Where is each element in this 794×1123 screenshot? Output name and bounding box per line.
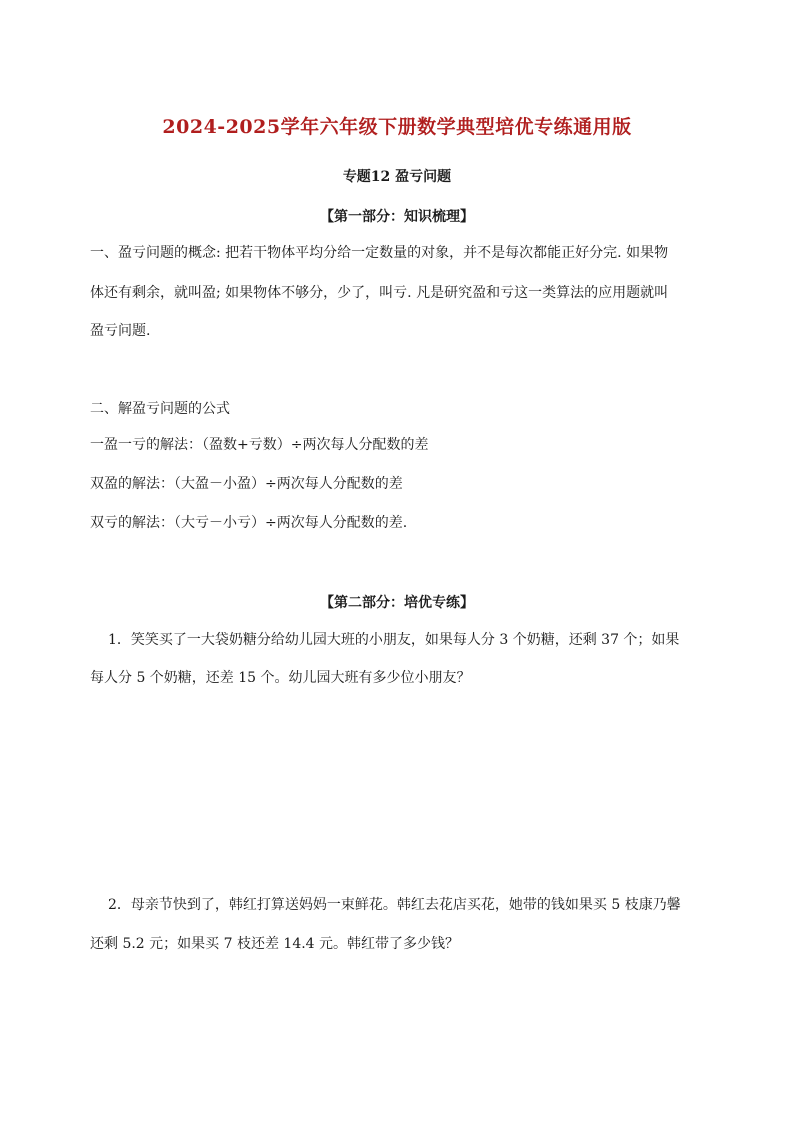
topic-title: 专题12 盈亏问题 — [342, 169, 452, 185]
question-1-line-1: 1．笑笑买了一大袋奶糖分给幼儿园大班的小朋友，如果每人分 3 个奶糖，还剩 37 个；如果 — [108, 632, 680, 648]
formula-line: 双盈的解法：（大盈－小盈）÷两次每人分配数的差 — [90, 476, 403, 492]
document-title: 2024-2025学年六年级下册数学典型培优专练通用版 — [162, 116, 632, 138]
question-2-line-2: 还剩 5.2 元；如果买 7 枝还差 14.4 元。韩红带了多少钱？ — [90, 936, 460, 952]
concept-line: 盈亏问题. — [90, 323, 151, 339]
part2-heading: 【第二部分：培优专练】 — [320, 595, 474, 611]
concept-line: 体还有剩余，就叫盈; 如果物体不够分，少了，叫亏. 凡是研究盈和亏这一类算法的应用题就叫 — [90, 285, 669, 301]
question-2-line-1: 2．母亲节快到了，韩红打算送妈妈一束鲜花。韩红去花店买花，她带的钱如果买 5 枝康乃馨 — [108, 897, 681, 913]
formula-heading: 二、解盈亏问题的公式 — [90, 401, 230, 417]
formula-line: 双亏的解法：（大亏－小亏）÷两次每人分配数的差. — [90, 515, 408, 531]
question-1-line-2: 每人分 5 个奶糖，还差 15 个。幼儿园大班有多少位小朋友？ — [90, 670, 471, 686]
concept-line: 一、盈亏问题的概念: 把若干物体平均分给一定数量的对象，并不是每次都能正好分完. 如果物 — [90, 245, 669, 261]
part1-heading: 【第一部分：知识梳理】 — [320, 209, 474, 225]
formula-line: 一盈一亏的解法：（盈数+亏数）÷两次每人分配数的差 — [90, 437, 429, 453]
